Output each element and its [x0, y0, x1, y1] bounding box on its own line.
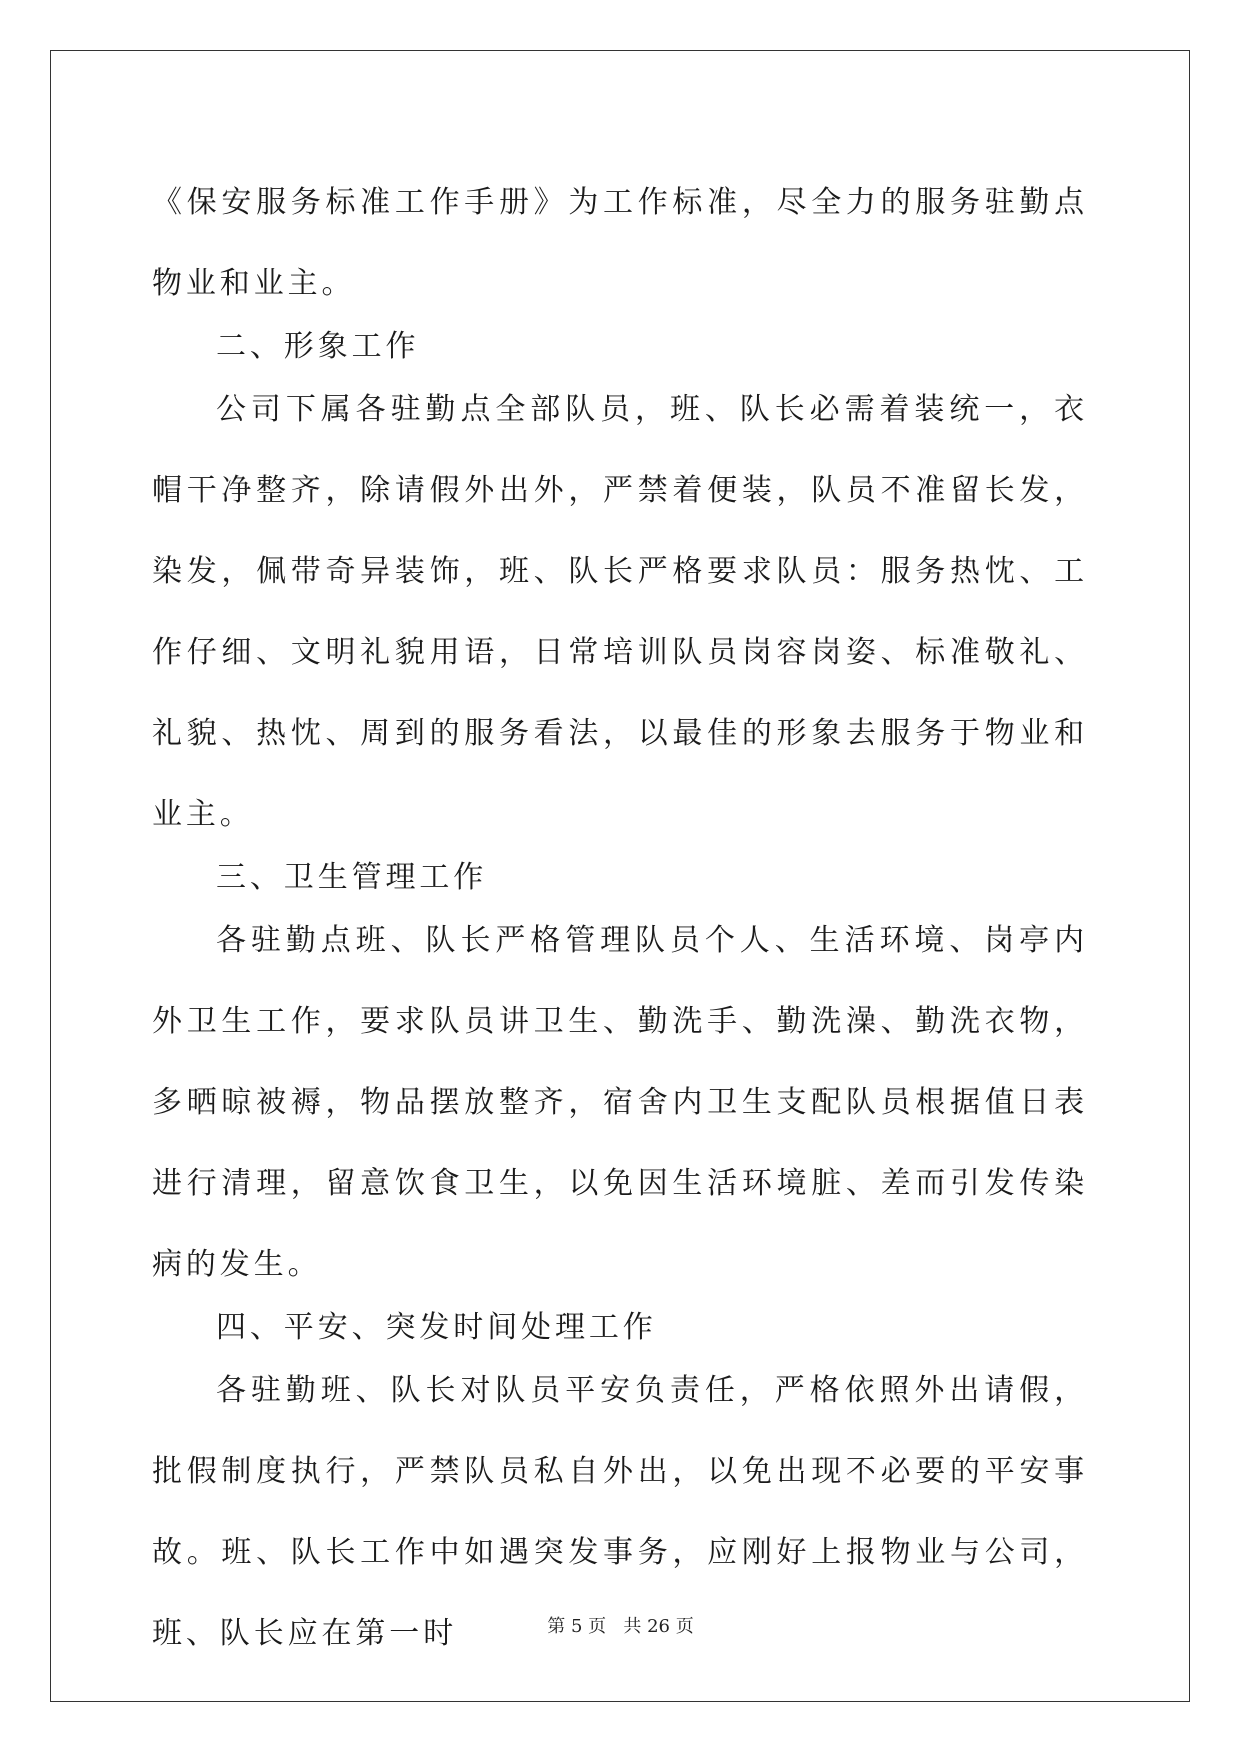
page-footer: [0, 1612, 1241, 1638]
document-body: [152, 162, 1088, 1674]
section-heading-safety: 四、平安、突发时间处理工作: [216, 1310, 657, 1345]
paragraph-hygiene-work: 各驻勤点班、队长严格管理队员个人、生活环境、岗亭内外卫生工作，要求队员讲卫生、勤洗手、勤洗澡、勤洗衣物，多晒晾被褥，物品摆放整齐，宿舍内卫生支配队员根据值日表进行清理，留意饮食卫生，以免因生活环境脏、差而引发传染病的发生。: [152, 923, 1088, 1282]
paragraph-image-work: 公司下属各驻勤点全部队员，班、队长必需着装统一，衣帽干净整齐，除请假外出外，严禁着便装，队员不准留长发，染发，佩带奇异装饰，班、队长严格要求队员：服务热忱、工作仔细、文明礼貌用语，日常培训队员岗容岗姿、标准敬礼、礼貌、热忱、周到的服务看法，以最佳的形象去服务于物业和业主。: [152, 392, 1088, 832]
section-heading-image: 二、形象工作: [216, 329, 420, 364]
page-number: 第 5 页 共 26 页: [547, 1616, 694, 1637]
paragraph-safety-work: 各驻勤班、队长对队员平安负责任，严格依照外出请假，批假制度执行，严禁队员私自外出，以免出现不必要的平安事故。班、队长工作中如遇突发事务，应刚好上报物业与公司，班、队长应在第一时: [152, 1373, 1088, 1651]
paragraph-continuation: 《保安服务标准工作手册》为工作标准，尽全力的服务驻勤点物业和业主。: [152, 185, 1088, 301]
section-heading-hygiene: 三、卫生管理工作: [216, 860, 488, 895]
